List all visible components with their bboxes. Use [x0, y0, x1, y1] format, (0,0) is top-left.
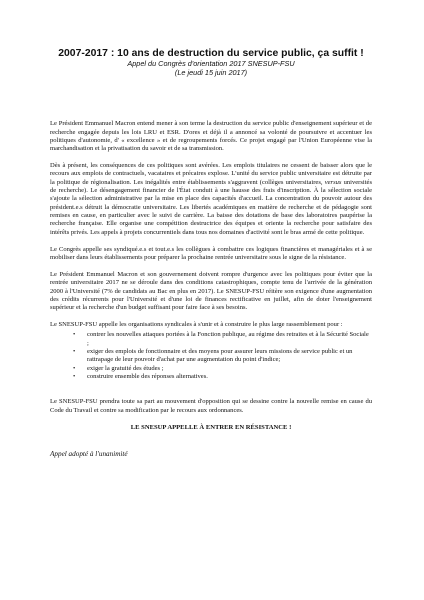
subtitle-line-2: (Le jeudi 15 juin 2017) — [174, 67, 248, 77]
document-title: 2007-2017 : 10 ans de destruction du service public, ça suffit ! — [58, 48, 364, 59]
paragraph-4: Le Président Emmanuel Macron et son gouvernement doivent rompre d'urgence avec les politiques pour éviter que la rentrée universitaire 2017 ne se déroule dans des conditions catastrophiques, compte tenu de l'arrivée de la génération 2000 à l'Université (7% de candidats au Bac en plus en 2017). Le SNESUP-FSU réitère son exigence d'une augmentation des crédits récurrents pour l'Université et d'une loi de finances rectificative en juillet, afin de doter l'enseignement supérieur et la recherche d'un budget suffisant pour faire face à ses besoins. — [50, 270, 372, 312]
paragraph-2-part-a: Dès à présent, les conséquences de ces politiques sont avérées. Les emplois titulaires ne cessent de baisser alors que le recours aux emplois de contractuels, vacataires et précaires explose. L'unité du service public universitaire est détruite par la politique de régionalisation. Les inégalités entre établissements s'aggravent (collèges universitaires, — [50, 162, 372, 186]
paragraph-6: Le SNESUP-FSU prendra toute sa part au mouvement d'opposition qui se dessine contre la nouvelle remise en cause du Code du Travail et contre sa modification par le recours aux ordonnances. — [50, 398, 372, 414]
list-item: • contrer les nouvelles attaques portées à la Fonction publique, au régime des retraites et à la Sécurité Sociale ; — [73, 331, 372, 348]
adoption-note: Appel adopté à l'unanimité — [50, 450, 128, 459]
list-item: • exiger des emplois de fonctionnaire et des moyens pour assurer leurs missions de service public et un rattrapage de leur pouvoir d'achat par une augmentation du point d'indice; — [73, 348, 372, 365]
paragraph-2-versus: versus — [324, 178, 342, 186]
paragraph-5: Le SNESUP-FSU appelle les organisations syndicales à s'unir et à construire le plus large rassemblement pour : — [50, 321, 343, 329]
list-item: • construire ensemble des réponses alternatives. — [73, 373, 372, 381]
document-subtitle — [50, 60, 372, 77]
demands-list — [50, 331, 372, 381]
subtitle-line-1: Appel du Congrès d'orientation 2017 SNESUP-FSU — [127, 59, 295, 68]
paragraph-2-part-b: universités de recherche). Le désengagement financier de l'État conduit à une hausse des frais d'inscription. À la sélection sociale s'ajoute la sélection administrative par la mise en place des capacités d'accueil. La concentration du pouvoir autour des président.e.s détruit la démocratie universitaire. Les libertés académiques en matière de recherche et de pédagogie sont remises en cause, en particulier avec le suivi de carrière. La baisse des dotations de base des laboratoires paupérise la recherche française. Elle organise une compétition destructrice des équipes et oriente la recherche pour satisfaire des intérêts privés. Les appels à projets concurrentiels dans tous nos domaines d'activité sont le bras armé de cette politique. — [50, 178, 372, 236]
list-item: • exiger la gratuité des études ; — [73, 365, 372, 373]
resistance-call: LE SNESUP APPELLE À ENTRER EN RÉSISTANCE ! — [130, 424, 292, 432]
paragraph-3: Le Congrès appelle ses syndiqué.e.s et tout.e.s les collègues à combattre ces logiques financières et managériales et à se mobiliser dans leurs établissements pour préparer la prochaine rentrée universitaire sous le signe de la résistance. — [50, 245, 372, 261]
document-body — [50, 120, 372, 459]
paragraph-1: Le Président Emmanuel Macron entend mener à son terme la destruction du service public d'enseignement supérieur et de recherche engagée depuis les lois LRU et ESR. D'ores et déjà il a annoncé sa volonté de poursuivre et accentuer les politiques d'autonomie, d' « excellence » et de regroupements forcés. Ce projet engagé par l'Union Européenne vise la marchandisation et la privatisation du savoir et de sa transmission. — [50, 120, 372, 153]
paragraph-2 — [50, 162, 372, 237]
